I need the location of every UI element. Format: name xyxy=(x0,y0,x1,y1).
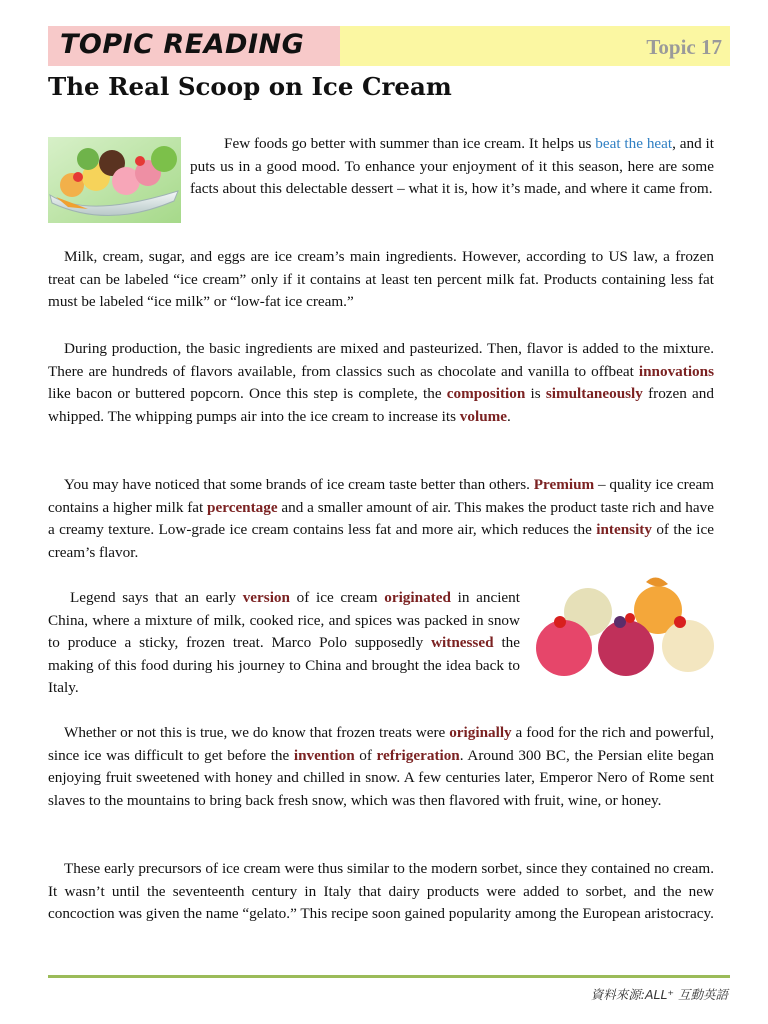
p4-text-d: of the ice cream’s flavor. xyxy=(48,521,714,561)
vocab-invention: invention xyxy=(293,746,355,764)
p5-text-d: the making of this food during his journey to China and brought the idea back to Italy. xyxy=(48,634,521,697)
topic-reading-label xyxy=(48,26,340,66)
p3-text-a: During production, the basic ingredients are mixed and pasteurized. Then, flavor is added to the mixture. There are hundreds of flavors available, from classics such as chocolate and vanilla to offbeat xyxy=(48,340,714,380)
vocab-version: version xyxy=(242,589,290,606)
vocab-refrigeration: refrigeration xyxy=(376,746,460,764)
p2-text: Milk, cream, sugar, and eggs are ice cream’s main ingredients. However, according to US law, a frozen treat can be labeled “ice cream” only if it contains at least ten percent milk fat. Products containing less fat must be labeled “ice milk” or “low-fat ice cream.” xyxy=(48,248,714,311)
vocab-intensity: intensity xyxy=(596,521,652,539)
vocab-innovations: innovations xyxy=(638,362,714,380)
vocab-witnessed: witnessed xyxy=(431,634,494,652)
topic-banner xyxy=(48,26,730,66)
p1-text-a: Few foods go better with summer than ice cream. It helps us xyxy=(224,135,596,152)
paragraph-4 xyxy=(48,474,714,564)
paragraph-1 xyxy=(190,133,714,201)
paragraph-5 xyxy=(48,587,520,700)
vocab-premium: Premium xyxy=(533,476,595,493)
p3-text-c: is xyxy=(525,385,546,403)
p6-text-d: . Around 300 BC, the Persian elite began enjoying fruit sweetened with honey and chilled in snow. A few centuries later, Emperor Nero of Rome sent slaves to the mountains to bring back fresh snow, which was then flavored with fruit, wine, or honey. xyxy=(48,746,714,809)
footer-divider xyxy=(48,975,730,978)
vocab-originated: originated xyxy=(384,589,451,606)
article-title: The Real Scoop on Ice Cream xyxy=(48,72,452,101)
ice-cream-sundae-image xyxy=(48,137,181,223)
vocab-simultaneously: simultaneously xyxy=(545,385,643,403)
p6-text-c: of xyxy=(354,746,377,764)
ice-cream-scoops-image xyxy=(530,572,720,682)
p6-text-a: Whether or not this is true, we do know that frozen treats were xyxy=(64,724,450,741)
topic-reading-text: TOPIC READING xyxy=(60,29,305,60)
p3-text-d: frozen and whipped. The whipping pumps air into the ice cream to increase its xyxy=(48,385,714,425)
p7-text: These early precursors of ice cream were thus similar to the modern sorbet, since they contained no cream. It wasn’t until the seventeenth century in Italy that dairy products were added to sorbet, and the new concoction was given the name “gelato.” This recipe soon gained popularity among the European aristocracy. xyxy=(48,860,714,923)
p3-text-e: . xyxy=(507,407,511,425)
topic-number: Topic 17 xyxy=(646,35,722,59)
vocab-volume: volume xyxy=(459,407,508,425)
beat-the-heat-link[interactable]: beat the heat xyxy=(595,135,673,152)
p4-text-b: – quality ice cream contains a higher milk fat xyxy=(48,476,714,516)
p1-text-b: , and it puts us in a good mood. To enhance your enjoyment of it this season, here are some facts about this delectable dessert – what it is, how it’s made, and where it came from. xyxy=(190,135,714,198)
vocab-originally: originally xyxy=(449,724,512,741)
vocab-percentage: percentage xyxy=(207,498,278,516)
paragraph-2 xyxy=(48,246,714,314)
p5-text-b: of ice cream xyxy=(289,589,385,606)
paragraph-7 xyxy=(48,858,714,926)
p3-text-b: like bacon or buttered popcorn. Once this step is complete, the xyxy=(48,385,447,403)
vocab-composition: composition xyxy=(446,385,526,403)
p5-text-c: in ancient China, where a mixture of milk, cooked rice, and spices was packed in snow to produce a sticky, frozen treat. Marco Polo supposedly xyxy=(48,589,520,652)
paragraph-6 xyxy=(48,722,714,812)
p4-text-c: and a smaller amount of air. This makes the product taste rich and have a creamy texture. Low-grade ice cream contains less fat and more air, which reduces the xyxy=(48,498,714,539)
paragraph-3 xyxy=(48,338,714,428)
p4-text-a: You may have noticed that some brands of ice cream taste better than others. xyxy=(64,476,534,493)
p5-text-a: Legend says that an early xyxy=(70,589,243,606)
p6-text-b: a food for the rich and powerful, since ice was difficult to get before the xyxy=(48,724,714,764)
source-credit: 資料來源:ALL⁺ 互動英語 xyxy=(590,987,728,1002)
